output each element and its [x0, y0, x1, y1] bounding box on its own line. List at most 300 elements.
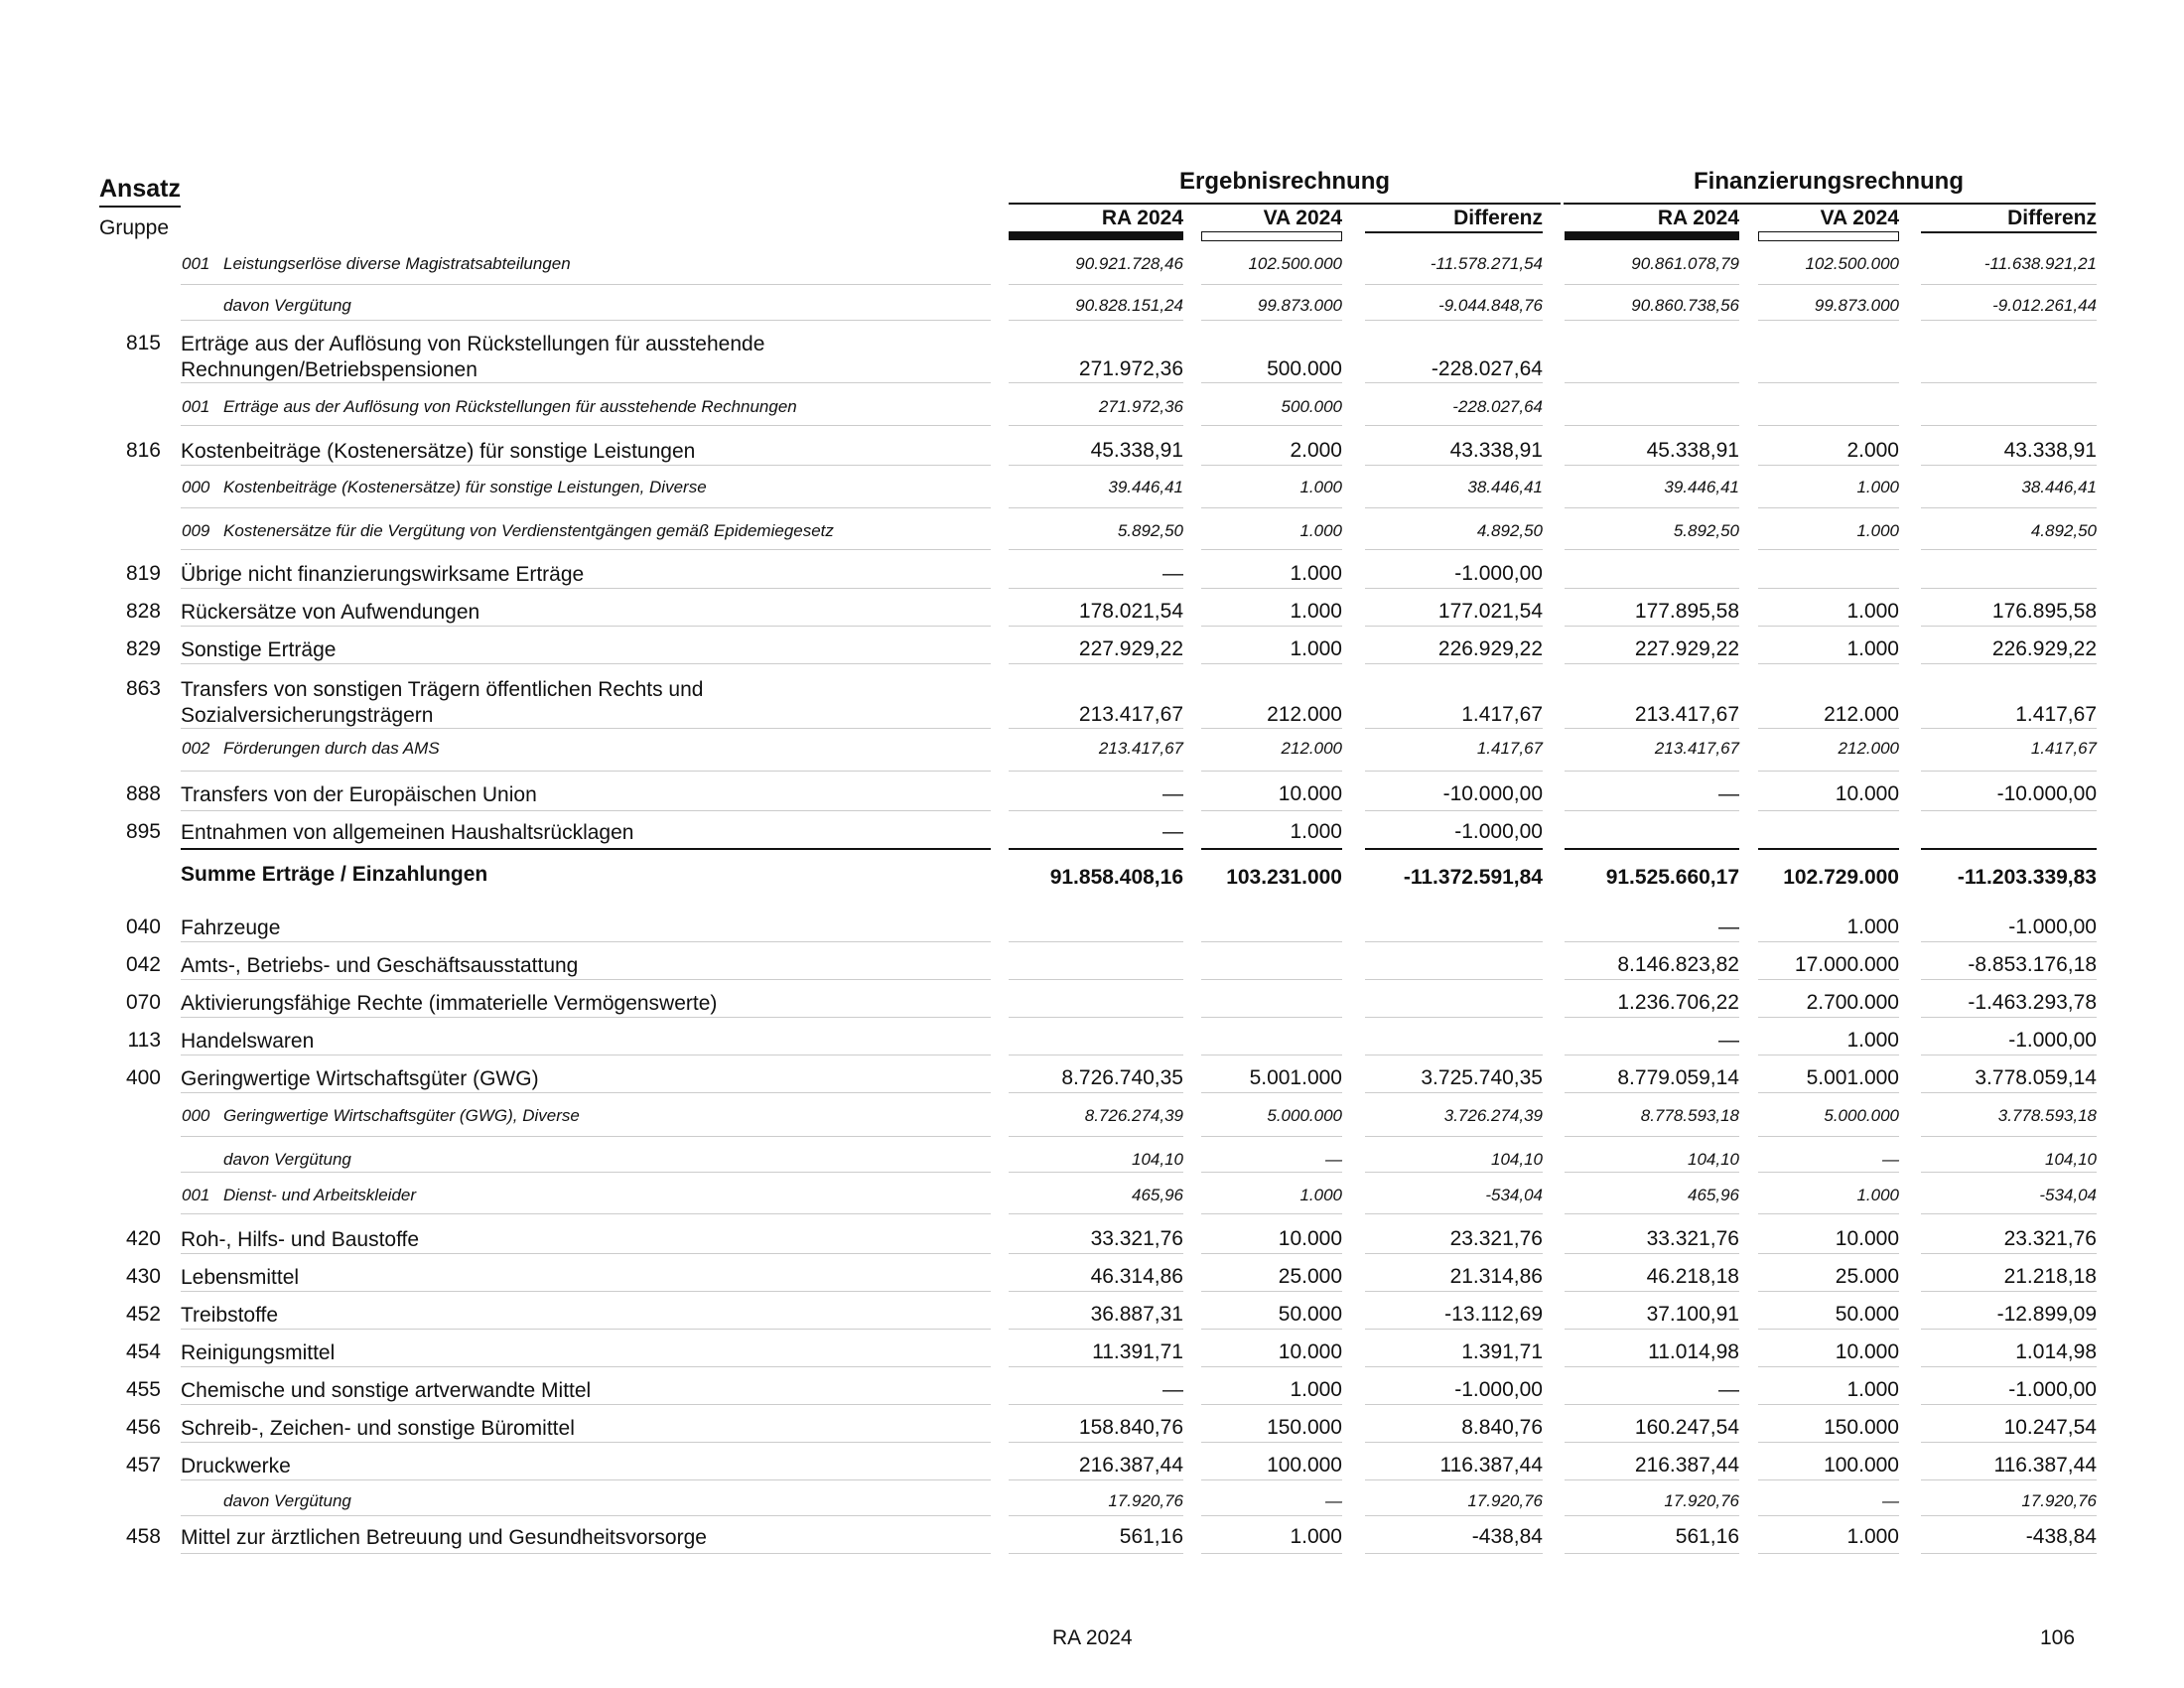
row-rule [181, 1515, 991, 1516]
row-rule [1009, 382, 1183, 383]
table-row [0, 637, 2184, 677]
value-cell: -1.000,00 [1454, 820, 1543, 843]
value-cell: 11.014,98 [1648, 1340, 1739, 1363]
value-cell: 1.000 [1846, 1378, 1899, 1401]
row-label: Aktivierungsfähige Rechte (immaterielle Vermögenswerte) [181, 992, 718, 1015]
value-cell: -11.578.271,54 [1430, 254, 1543, 273]
value-cell: -228.027,64 [1431, 357, 1543, 380]
row-rule [1565, 728, 1739, 729]
value-cell: — [1718, 1378, 1739, 1401]
row-rule [1565, 1329, 1739, 1330]
value-cell: 3.778.593,18 [1997, 1106, 2097, 1125]
value-cell: — [1718, 915, 1739, 938]
row-rule [1365, 1553, 1543, 1554]
row-subcode: 000 [182, 478, 210, 496]
row-rule [1365, 1172, 1543, 1173]
footer-title: RA 2024 [1052, 1626, 1133, 1649]
row-rule [181, 663, 991, 664]
value-cell: 17.920,76 [1664, 1491, 1739, 1510]
row-rule [1201, 941, 1342, 942]
row-code: 895 [125, 820, 161, 843]
row-rule [181, 284, 991, 285]
row-label: Entnahmen von allgemeinen Haushaltsrücklagen [181, 821, 634, 844]
value-cell: 104,10 [1132, 1150, 1183, 1169]
row-rule [1201, 728, 1342, 729]
table-row [0, 439, 2184, 479]
row-rule [1009, 425, 1183, 426]
row-rule [181, 771, 991, 772]
value-cell: 10.000 [1835, 1340, 1899, 1363]
row-rule [1009, 771, 1183, 772]
row-rule [1758, 549, 1899, 550]
value-cell: 116.387,44 [1993, 1454, 2097, 1477]
value-cell: -1.463.293,78 [1968, 991, 2097, 1014]
table-row [0, 1416, 2184, 1456]
row-rule [1365, 663, 1543, 664]
value-cell: 10.000 [1835, 782, 1899, 805]
value-cell: -10.000,00 [1442, 782, 1543, 805]
row-rule [1921, 1291, 2097, 1292]
row-rule [1565, 848, 1739, 850]
row-code: 420 [125, 1227, 161, 1250]
row-rule [1565, 1479, 1739, 1480]
row-rule [1758, 1213, 1899, 1214]
value-cell: 160.247,54 [1634, 1416, 1739, 1439]
row-sublabel: Förderungen durch das AMS [223, 739, 440, 758]
value-cell: 176.895,58 [1991, 600, 2097, 623]
row-code: 457 [125, 1454, 161, 1477]
row-rule [1009, 284, 1183, 285]
value-cell: 1.000 [1290, 1378, 1342, 1401]
row-rule [1565, 1442, 1739, 1443]
row-rule [1009, 507, 1183, 508]
value-cell: -9.044.848,76 [1438, 296, 1543, 315]
row-rule [1565, 1017, 1739, 1018]
row-rule [181, 1213, 991, 1214]
row-rule [1365, 728, 1543, 729]
value-cell: 10.000 [1278, 1340, 1342, 1363]
value-cell: 1.417,67 [2030, 739, 2097, 758]
row-rule [1009, 1404, 1183, 1405]
row-rule [1009, 810, 1183, 811]
row-rule [1565, 1404, 1739, 1405]
value-cell: 8.778.593,18 [1640, 1106, 1739, 1125]
row-sublabel: davon Vergütung [223, 1491, 351, 1510]
table-row [0, 915, 2184, 955]
row-rule [181, 320, 991, 321]
row-label: Übrige nicht finanzierungswirksame Erträge [181, 563, 585, 586]
table-row [0, 820, 2184, 860]
row-rule [1758, 1291, 1899, 1292]
value-cell: 4.892,50 [1476, 521, 1543, 540]
row-rule [1365, 320, 1543, 321]
value-cell: 8.726.274,39 [1084, 1106, 1183, 1125]
row-rule [1201, 425, 1342, 426]
value-cell: 45.338,91 [1090, 439, 1183, 462]
row-rule [1201, 1253, 1342, 1254]
row-label: Kostenbeiträge (Kostenersätze) für sonstige Leistungen [181, 440, 696, 463]
value-cell: 17.000.000 [1794, 953, 1899, 976]
value-cell: — [1882, 1150, 1899, 1169]
table-row [0, 294, 2184, 334]
table-row [0, 677, 2184, 727]
table-row [0, 1378, 2184, 1418]
row-sublabel: Kostenbeiträge (Kostenersätze) für sonstige Leistungen, Diverse [223, 478, 707, 496]
row-label: Handelswaren [181, 1030, 315, 1053]
row-rule [1201, 588, 1342, 589]
table-row [0, 1066, 2184, 1106]
row-rule [1921, 979, 2097, 980]
row-rule [1009, 1092, 1183, 1093]
value-cell: 216.387,44 [1078, 1454, 1183, 1477]
row-rule [1365, 1329, 1543, 1330]
row-rule [1758, 979, 1899, 980]
value-cell: 1.014,98 [2015, 1340, 2097, 1363]
value-cell: 212.000 [1281, 739, 1342, 758]
row-rule [181, 979, 991, 980]
value-cell: 36.887,31 [1090, 1303, 1183, 1326]
row-rule [1921, 848, 2097, 850]
row-rule [1921, 1253, 2097, 1254]
row-rule [1921, 1172, 2097, 1173]
row-rule [1758, 1553, 1899, 1554]
row-rule [181, 848, 991, 850]
row-rule [1921, 771, 2097, 772]
row-rule [1565, 1291, 1739, 1292]
row-rule [1565, 626, 1739, 627]
value-cell: 39.446,41 [1108, 478, 1183, 496]
row-rule [1565, 979, 1739, 980]
col-head-fr-va: VA 2024 [1820, 207, 1899, 229]
value-cell: 226.929,22 [1991, 637, 2097, 660]
value-cell: 102.500.000 [1248, 254, 1342, 273]
row-code: 454 [125, 1340, 161, 1363]
row-code: 888 [125, 782, 161, 805]
value-cell: 39.446,41 [1664, 478, 1739, 496]
value-cell: 1.000 [1856, 1186, 1899, 1204]
row-label: Chemische und sonstige artverwandte Mittel [181, 1379, 592, 1402]
row-rule [1201, 848, 1342, 850]
row-rule [1009, 1329, 1183, 1330]
value-cell: 150.000 [1267, 1416, 1342, 1439]
value-cell: 90.861.078,79 [1631, 254, 1739, 273]
row-rule [1921, 284, 2097, 285]
row-rule [1365, 1291, 1543, 1292]
row-code: 816 [125, 439, 161, 462]
row-rule [1758, 663, 1899, 664]
value-cell: 5.000.000 [1824, 1106, 1899, 1125]
row-rule [1201, 1515, 1342, 1516]
row-rule [181, 1329, 991, 1330]
row-rule [1365, 507, 1543, 508]
value-cell: 90.828.151,24 [1075, 296, 1183, 315]
value-cell: 33.321,76 [1646, 1227, 1739, 1250]
value-cell: 1.000 [1856, 521, 1899, 540]
row-rule [1758, 848, 1899, 850]
row-rule [1365, 588, 1543, 589]
section-title-finanzierungsrechnung: Finanzierungsrechnung [1693, 168, 1964, 195]
value-cell: -11.372.591,84 [1403, 866, 1543, 889]
row-rule [1009, 728, 1183, 729]
row-rule [1758, 382, 1899, 383]
value-cell: -228.027,64 [1452, 397, 1543, 416]
row-rule [1758, 284, 1899, 285]
value-cell: — [1162, 1378, 1183, 1401]
value-cell: -9.012.261,44 [1992, 296, 2097, 315]
row-rule [181, 425, 991, 426]
value-cell: 177.021,54 [1437, 600, 1543, 623]
value-cell: 90.921.728,46 [1075, 254, 1183, 273]
row-code: 113 [127, 1029, 161, 1052]
row-rule [1921, 465, 2097, 466]
col-head-er-va: VA 2024 [1263, 207, 1342, 229]
row-sublabel: Erträge aus der Auflösung von Rückstellungen für ausstehende Rechnungen [223, 397, 797, 416]
row-rule [1565, 663, 1739, 664]
row-rule [1565, 507, 1739, 508]
row-rule [1201, 1092, 1342, 1093]
value-cell: 1.000 [1846, 1029, 1899, 1052]
row-rule [1758, 507, 1899, 508]
col-head-er-ra: RA 2024 [1101, 207, 1183, 229]
value-cell: 227.929,22 [1078, 637, 1183, 660]
row-rule [1758, 1479, 1899, 1480]
row-rule [1009, 1366, 1183, 1367]
value-cell: 38.446,41 [2021, 478, 2097, 496]
row-rule [1758, 1172, 1899, 1173]
row-rule [1921, 425, 2097, 426]
table-row [0, 782, 2184, 822]
row-rule [1921, 1553, 2097, 1554]
value-cell: 1.236.706,22 [1617, 991, 1739, 1014]
col-head-fr-ra: RA 2024 [1657, 207, 1739, 229]
row-rule [1758, 1442, 1899, 1443]
value-cell: 8.779.059,14 [1617, 1066, 1739, 1089]
value-cell: 17.920,76 [2021, 1491, 2097, 1510]
row-label: Roh-, Hilfs- und Baustoffe [181, 1228, 420, 1251]
row-rule [1365, 979, 1543, 980]
table-row [0, 1184, 2184, 1223]
value-cell: — [1325, 1491, 1342, 1510]
row-rule [1565, 588, 1739, 589]
value-cell: -1.000,00 [2008, 915, 2097, 938]
row-rule [1921, 320, 2097, 321]
row-code: 456 [125, 1416, 161, 1439]
value-cell: 100.000 [1267, 1454, 1342, 1477]
row-rule [181, 1479, 991, 1480]
row-rule [181, 626, 991, 627]
row-rule [1565, 465, 1739, 466]
row-rule [1565, 1553, 1739, 1554]
row-label: Fahrzeuge [181, 916, 281, 939]
row-code: 042 [125, 953, 161, 976]
value-cell: 21.218,18 [2003, 1265, 2097, 1288]
table-row [0, 1489, 2184, 1529]
row-rule [1365, 284, 1543, 285]
row-rule [1758, 1515, 1899, 1516]
value-cell: — [1718, 1029, 1739, 1052]
row-rule [1365, 1442, 1543, 1443]
row-rule [1201, 1329, 1342, 1330]
row-rule [1921, 1136, 2097, 1137]
row-rule [1009, 626, 1183, 627]
row-label: Mittel zur ärztlichen Betreuung und Gesundheitsvorsorge [181, 1526, 707, 1549]
row-rule [1009, 465, 1183, 466]
row-rule [1758, 1017, 1899, 1018]
table-row [0, 862, 2184, 902]
value-cell: 91.525.660,17 [1605, 866, 1739, 889]
value-cell: -438,84 [2025, 1525, 2097, 1548]
value-cell: 21.314,86 [1449, 1265, 1543, 1288]
value-cell: 1.417,67 [2015, 703, 2097, 726]
row-rule [181, 941, 991, 942]
row-rule [1201, 1213, 1342, 1214]
value-cell: 2.000 [1846, 439, 1899, 462]
value-cell: 178.021,54 [1078, 600, 1183, 623]
row-rule [181, 507, 991, 508]
row-label: Schreib-, Zeichen- und sonstige Büromittel [181, 1417, 575, 1440]
value-cell: 25.000 [1835, 1265, 1899, 1288]
table-row [0, 1340, 2184, 1380]
table-row [0, 600, 2184, 639]
row-sublabel: Kostenersätze für die Vergütung von Verdienstentgängen gemäß Epidemiegesetz [223, 521, 834, 540]
row-label-continued: Sozialversicherungsträgern [181, 704, 434, 727]
value-cell: 10.000 [1278, 782, 1342, 805]
row-sublabel: Leistungserlöse diverse Magistratsabteilungen [223, 254, 571, 273]
row-rule [1009, 1136, 1183, 1137]
value-cell: — [1162, 562, 1183, 585]
value-cell: 10.000 [1278, 1227, 1342, 1250]
row-label: Amts-, Betriebs- und Geschäftsausstattung [181, 954, 579, 977]
value-cell: 150.000 [1824, 1416, 1899, 1439]
value-cell: -10.000,00 [1996, 782, 2097, 805]
value-cell: 500.000 [1267, 357, 1342, 380]
value-cell: 5.892,50 [1117, 521, 1183, 540]
row-rule [1201, 1553, 1342, 1554]
row-code: 430 [125, 1265, 161, 1288]
row-code: 458 [125, 1525, 161, 1548]
value-cell: 226.929,22 [1437, 637, 1543, 660]
table-row [0, 476, 2184, 515]
table-row [0, 953, 2184, 993]
value-cell: 8.840,76 [1461, 1416, 1543, 1439]
row-rule [1009, 588, 1183, 589]
table-row [0, 395, 2184, 435]
row-rule [1201, 1136, 1342, 1137]
value-cell: 104,10 [1688, 1150, 1739, 1169]
row-rule [1365, 1515, 1543, 1516]
row-rule [1921, 1442, 2097, 1443]
row-rule [1365, 1366, 1543, 1367]
row-rule [1565, 941, 1739, 942]
value-cell: 104,10 [2045, 1150, 2097, 1169]
value-cell: 5.001.000 [1806, 1066, 1899, 1089]
row-code: 040 [125, 915, 161, 938]
table-row [0, 1104, 2184, 1144]
value-cell: 1.000 [1846, 1525, 1899, 1548]
value-cell: 212.000 [1824, 703, 1899, 726]
value-cell: — [1882, 1491, 1899, 1510]
value-cell: -438,84 [1471, 1525, 1543, 1548]
row-rule [1365, 810, 1543, 811]
row-label: Transfers von sonstigen Trägern öffentlichen Rechts und [181, 678, 704, 701]
value-cell: -534,04 [2039, 1186, 2097, 1204]
ansatz-heading: Ansatz [99, 175, 181, 208]
row-rule [1758, 771, 1899, 772]
row-rule [1921, 626, 2097, 627]
row-rule [1921, 663, 2097, 664]
value-cell: 213.417,67 [1098, 739, 1183, 758]
value-cell: 5.892,50 [1673, 521, 1739, 540]
row-rule [1758, 1253, 1899, 1254]
value-cell: 102.500.000 [1805, 254, 1899, 273]
row-rule [1009, 1253, 1183, 1254]
row-rule [1565, 771, 1739, 772]
table-row [0, 991, 2184, 1031]
value-cell: 102.729.000 [1783, 866, 1899, 889]
row-rule [1565, 1092, 1739, 1093]
row-rule [1365, 382, 1543, 383]
row-rule [1565, 382, 1739, 383]
value-cell: 1.391,71 [1461, 1340, 1543, 1363]
row-rule [1365, 1092, 1543, 1093]
row-rule [1009, 848, 1183, 850]
row-label: Druckwerke [181, 1455, 291, 1477]
row-code: 828 [125, 600, 161, 623]
value-cell: 561,16 [1119, 1525, 1183, 1548]
row-rule [1758, 1092, 1899, 1093]
row-subcode: 001 [182, 397, 210, 416]
row-rule [181, 1253, 991, 1254]
row-rule [1201, 320, 1342, 321]
value-cell: 23.321,76 [1449, 1227, 1543, 1250]
row-sublabel: davon Vergütung [223, 296, 351, 315]
row-rule [1201, 549, 1342, 550]
row-rule [1921, 728, 2097, 729]
row-rule [1365, 1253, 1543, 1254]
row-rule [1009, 663, 1183, 664]
value-cell: 43.338,91 [2003, 439, 2097, 462]
value-cell: 8.146.823,82 [1617, 953, 1739, 976]
row-rule [1921, 1329, 2097, 1330]
row-rule [181, 1553, 991, 1554]
row-rule [1565, 549, 1739, 550]
row-label: Reinigungsmittel [181, 1341, 336, 1364]
row-rule [1201, 979, 1342, 980]
row-rule [1565, 320, 1739, 321]
row-rule [181, 1092, 991, 1093]
row-rule [181, 549, 991, 550]
row-code: 400 [125, 1066, 161, 1089]
row-rule [1921, 382, 2097, 383]
row-rule [181, 1017, 991, 1018]
value-cell: 1.417,67 [1476, 739, 1543, 758]
row-rule [1201, 771, 1342, 772]
row-rule [181, 810, 991, 811]
row-rule [1365, 1404, 1543, 1405]
row-rule [1365, 1213, 1543, 1214]
value-cell: 99.873.000 [1257, 296, 1342, 315]
value-cell: -534,04 [1485, 1186, 1543, 1204]
value-cell: 227.929,22 [1634, 637, 1739, 660]
value-cell: 25.000 [1278, 1265, 1342, 1288]
row-code: 452 [125, 1303, 161, 1326]
page-number: 106 [2040, 1626, 2076, 1649]
col-head-fr-diff: Differenz [2007, 207, 2097, 229]
row-code: 070 [125, 991, 161, 1014]
row-rule [1565, 1136, 1739, 1137]
row-rule [1758, 465, 1899, 466]
table-row [0, 1525, 2184, 1565]
